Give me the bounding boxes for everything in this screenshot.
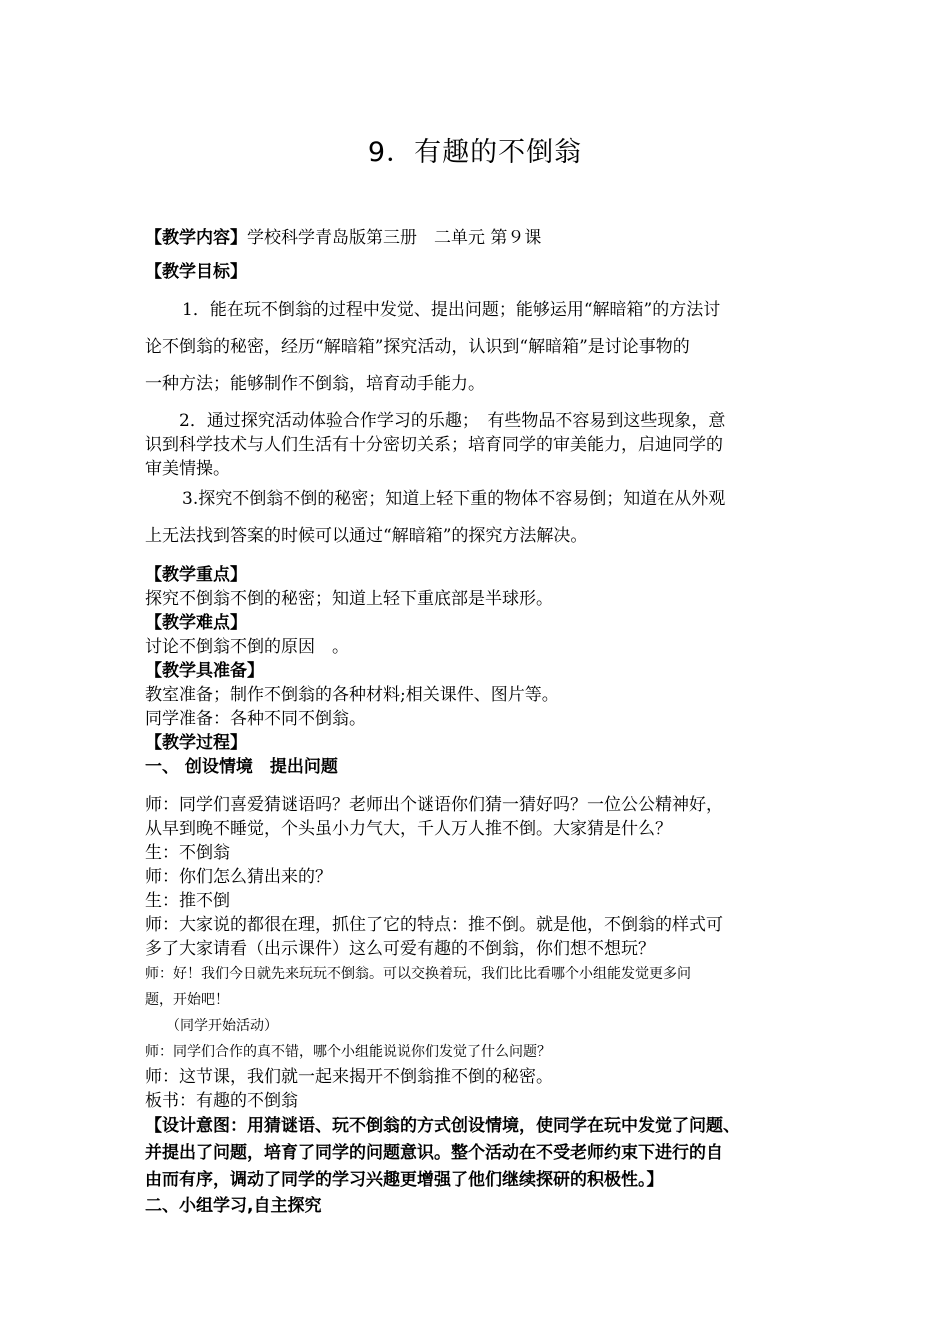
- difficulties-heading: 【教学难点】: [145, 613, 247, 633]
- dialog-small-block: [145, 961, 815, 1065]
- dialog-line: 师：同学们喜爱猜谜语吗？老师出个谜语你们猜一猜好吗？一位公公精神好，: [145, 795, 723, 815]
- objective-2-line: 识到科学技术与人们生活有十分密切关系；培育同学的审美能力，启迪同学的: [145, 435, 723, 455]
- section-1-heading: 一、 创设情境 提出问题: [145, 757, 338, 777]
- dialog-line: 生：推不倒: [145, 891, 230, 911]
- dialog-small-line: 题，开始吧！: [145, 992, 229, 1008]
- objective-1-line: 论不倒翁的秘密，经历“解暗箱”探究活动，认识到“解暗箱”是讨论事物的: [145, 337, 690, 357]
- dialog-line: 师：这节课，我们就一起来揭开不倒翁推不倒的秘密。: [145, 1067, 553, 1087]
- objective-3-line: 上无法找到答案的时候可以通过“解暗箱”的探究方法解决。: [145, 526, 588, 546]
- objective-3: [145, 481, 815, 555]
- design-intent-line: 并提出了问题，培育了同学的问题意识。整个活动在不受老师约束下进行的自: [145, 1143, 723, 1163]
- design-intent-line: 【设计意图：用猜谜语、玩不倒翁的方式创设情境，使同学在玩中发觉了问题、: [145, 1116, 740, 1136]
- objective-2-line: 2．通过探究活动体验合作学习的乐趣； 有些物品不容易到这些现象，意: [179, 411, 726, 431]
- dialog-line: 板书：有趣的不倒翁: [145, 1091, 298, 1111]
- objective-1-cont: [145, 329, 815, 403]
- preparation-student: 同学准备：各种不同不倒翁。: [145, 709, 366, 729]
- teaching-content-label: 【教学内容】: [145, 228, 247, 248]
- objective-1-line: 1．能在玩不倒翁的过程中发觉、提出问题；能够运用“解暗箱”的方法讨: [165, 300, 721, 320]
- section-2-heading: 二、小组学习,自主探究: [145, 1196, 322, 1216]
- objective-1: [145, 292, 815, 329]
- difficulties-text: 讨论不倒翁不倒的原因 。: [145, 637, 349, 657]
- dialog-line: 师：你们怎么猜出来的？: [145, 867, 332, 887]
- dialog-line: 生：不倒翁: [145, 843, 230, 863]
- dialog-block: [145, 793, 815, 961]
- objective-2-line: 审美情操。: [145, 459, 230, 479]
- document-body: [145, 226, 815, 1218]
- objective-2: [145, 409, 815, 481]
- dialog-line: 师：大家说的都很在理，抓住了它的特点：推不倒。就是他，不倒翁的样式可: [145, 915, 723, 935]
- objective-1-line: 一种方法；能够制作不倒翁，培育动手能力。: [145, 374, 485, 394]
- design-intent: [145, 1113, 815, 1194]
- preparation-teacher: 教室准备；制作不倒翁的各种材料;相关课件、图片等。: [145, 685, 559, 705]
- document-title: 9．有趣的不倒翁: [367, 137, 583, 168]
- objective-3-line: 3.探究不倒翁不倒的秘密；知道上轻下重的物体不容易倒；知道在从外观: [165, 489, 726, 509]
- preparation-heading: 【教学具准备】: [145, 661, 264, 681]
- teaching-content: [145, 226, 815, 250]
- teaching-content-text: 学校科学青岛版第三册 二单元 第９课: [247, 228, 542, 248]
- dialog-after-block: [145, 1065, 815, 1113]
- design-intent-line: 由而有序，调动了同学的学习兴趣更增强了他们继续探研的积极性。】: [145, 1170, 664, 1190]
- key-points-text: 探究不倒翁不倒的秘密；知道上轻下重底部是半球形。: [145, 589, 553, 609]
- dialog-line: 从早到晚不睡觉，个头虽小力气大，千人万人推不倒。大家猜是什么？: [145, 819, 672, 839]
- dialog-small-line: 师：同学们合作的真不错，哪个小组能说说你们发觉了什么问题？: [145, 1044, 551, 1060]
- dialog-line: 多了大家请看（出示课件）这么可爱有趣的不倒翁，你们想不想玩？: [145, 939, 655, 959]
- dialog-small-line: 师：好！我们今日就先来玩玩不倒翁。可以交换着玩，我们比比看哪个小组能发觉更多问: [145, 966, 691, 982]
- key-points-heading: 【教学重点】: [145, 565, 247, 585]
- dialog-small-line: （同学开始活动）: [145, 1018, 278, 1034]
- objectives-heading: 【教学目标】: [145, 262, 247, 282]
- process-heading: 【教学过程】: [145, 733, 247, 753]
